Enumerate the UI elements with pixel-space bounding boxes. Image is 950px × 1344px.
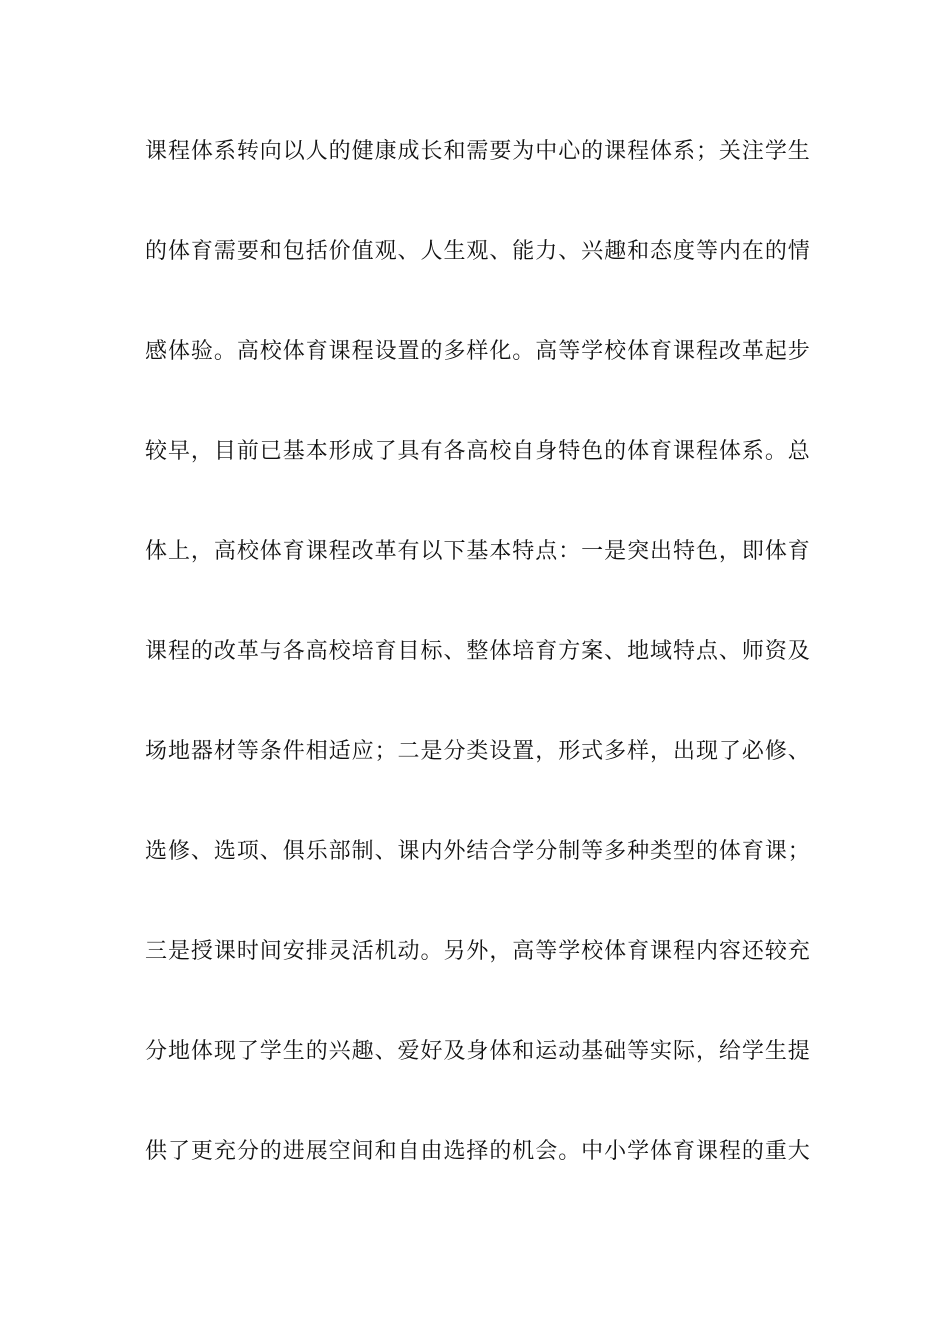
text-line: 供了更充分的进展空间和自由选择的机会。中小学体育课程的重大 <box>145 1139 810 1164</box>
text-line: 较早，目前已基本形成了具有各高校自身特色的体育课程体系。总 <box>145 439 810 464</box>
text-line: 三是授课时间安排灵活机动。另外，高等学校体育课程内容还较充 <box>145 939 810 964</box>
text-line: 场地器材等条件相适应；二是分类设置，形式多样，出现了必修、 <box>145 739 810 764</box>
text-line: 感体验。高校体育课程设置的多样化。高等学校体育课程改革起步 <box>145 339 810 364</box>
body-text <box>145 132 810 1232</box>
text-line: 选修、选项、俱乐部制、课内外结合学分制等多种类型的体育课； <box>145 839 810 864</box>
text-line: 课程的改革与各高校培育目标、整体培育方案、地域特点、师资及 <box>145 639 810 664</box>
text-line: 的体育需要和包括价值观、人生观、能力、兴趣和态度等内在的情 <box>145 239 810 264</box>
text-line: 课程体系转向以人的健康成长和需要为中心的课程体系；关注学生 <box>145 139 810 164</box>
text-line: 分地体现了学生的兴趣、爱好及身体和运动基础等实际，给学生提 <box>145 1039 810 1064</box>
text-line: 体上，高校体育课程改革有以下基本特点：一是突出特色，即体育 <box>145 539 810 564</box>
